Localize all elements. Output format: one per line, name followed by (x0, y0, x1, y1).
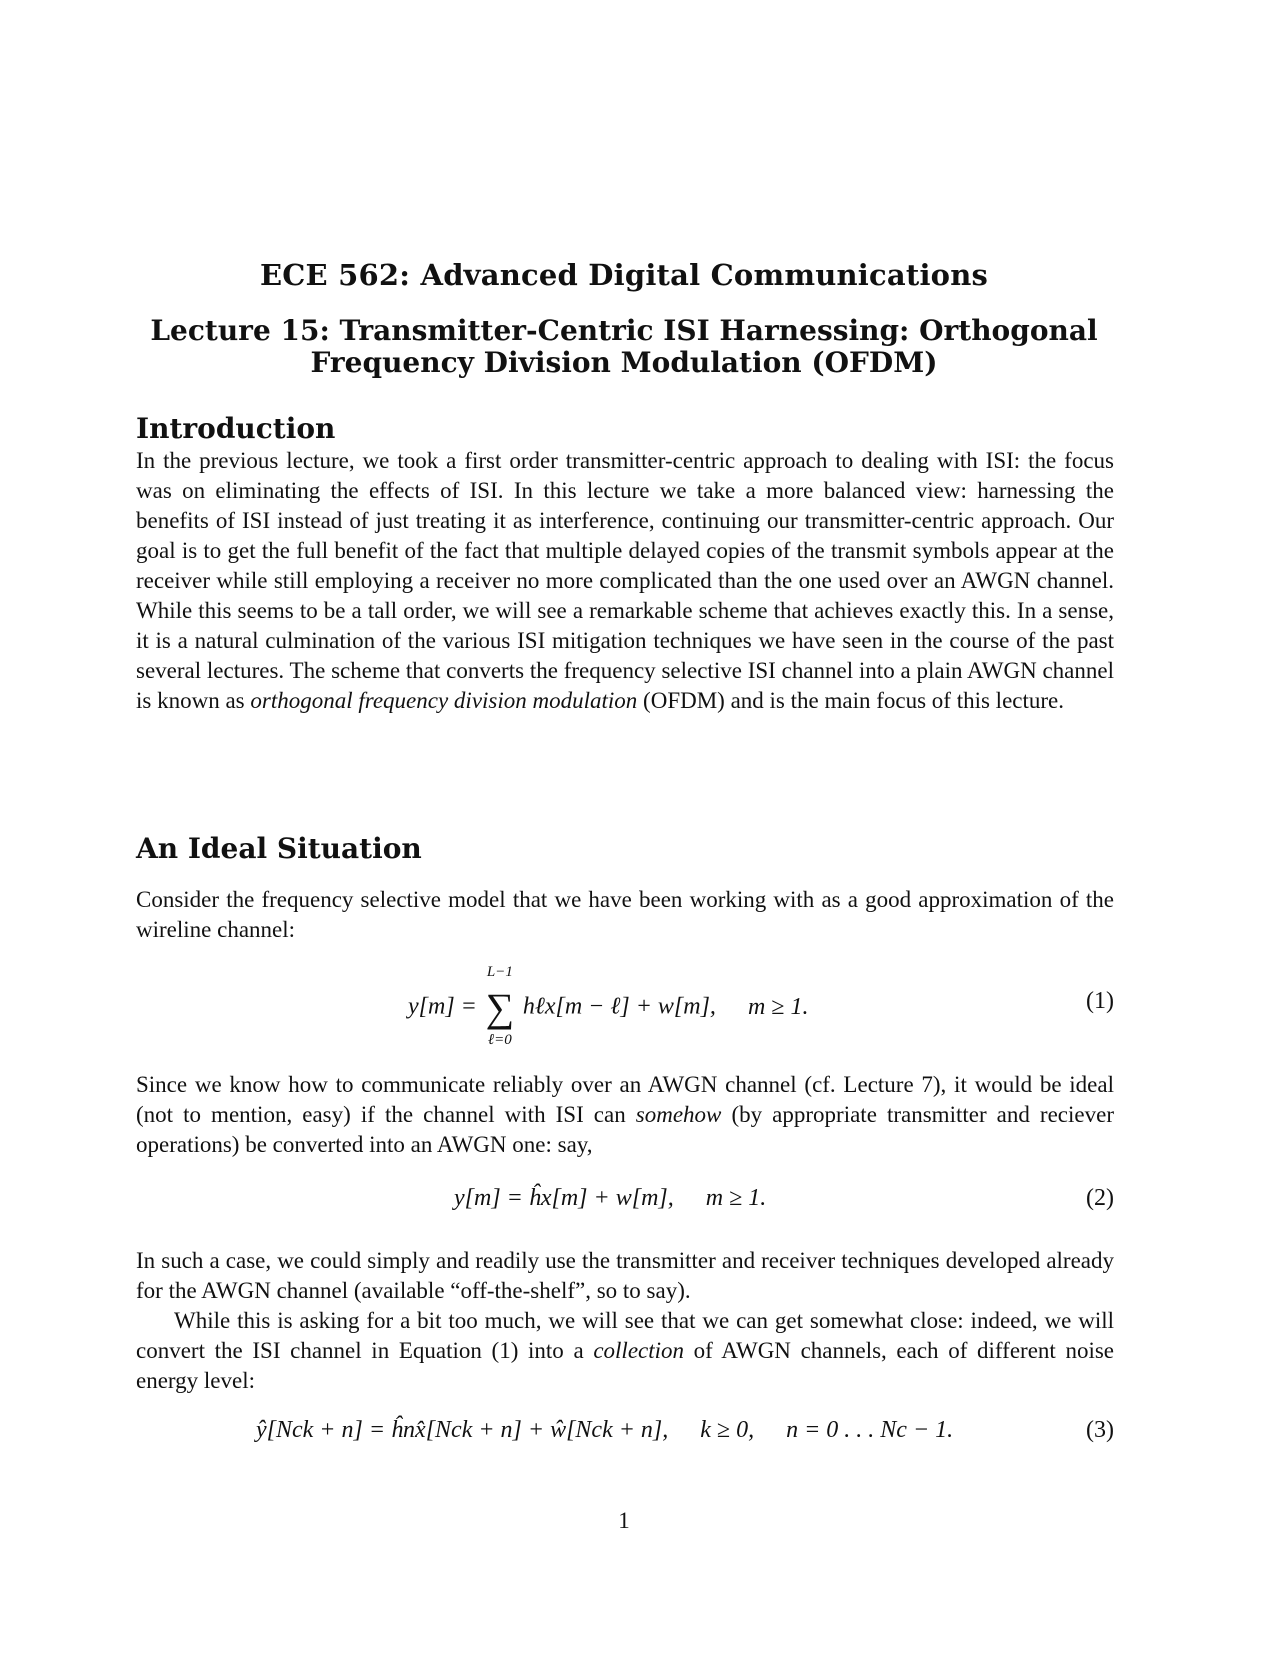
ideal-paragraph-1: Consider the frequency selective model that we have been working with as a good approximation of the wireline channel: (136, 887, 1114, 942)
ideal-paragraph-2 (136, 1070, 1114, 1160)
course-title: ECE 562: Advanced Digital Communications (259, 258, 989, 292)
lecture-title: Lecture 15: Transmitter-Centric ISI Harnessing: Orthogonal Frequency Division Modulation (OFDM) (150, 314, 1098, 379)
text-run: (by appropriate transmitter and reciever operations) be converted into an AWGN one: say, (136, 1102, 1114, 1157)
eq1-rhs: hℓx[m − ℓ] + w[m], (522, 993, 716, 1020)
equation-2 (136, 1185, 1114, 1217)
equation-1-body (408, 964, 809, 1048)
section-heading-introduction: Introduction (136, 412, 336, 445)
ideal-paragraph-3: In such a case, we could simply and readily use the transmitter and receiver techniques developed already for the AWGN channel (available “off-the-shelf”, so to say). (136, 1248, 1114, 1303)
equation-number-1: (1) (1086, 988, 1114, 1014)
equation-number-2: (2) (1086, 1185, 1114, 1211)
emphasis-collection: collection (593, 1338, 685, 1363)
text-run: Since we know how to communicate reliably over an AWGN channel (cf. Lecture 7), it would be ideal (not to mention, easy) if the channel with ISI can (136, 1072, 1114, 1127)
ideal-paragraph-4 (136, 1306, 1114, 1396)
text-run: In the previous lecture, we took a first order transmitter-centric approach to dealing with ISI: the focus was on eliminating the effects of ISI. In this lecture we take a more balanced view: harnessing the benefits of ISI instead of just treating it as interference, continuing our transmitter-centric approach. Our goal is to get the full benefit of the fact that multiple delayed copies of the transmit symbols appear at the receiver while still employing a receiver no more complicated than the one used over an AWGN channel. While this seems to be a tall order, we will see a remarkable scheme that achieves exactly this. In a sense, it is a natural culmination of the various ISI mitigation techniques we have seen in the course of the past several lectures. The scheme that converts the frequency selective ISI channel into a plain AWGN channel is known as (136, 448, 1114, 713)
eq2-condition: m ≥ 1. (705, 1185, 767, 1211)
eq1-condition: m ≥ 1. (747, 993, 809, 1020)
summation-symbol (483, 964, 517, 1048)
equation-2-body (454, 1185, 766, 1212)
sum-upper-limit: L−1 (486, 964, 513, 980)
emphasis-somehow: somehow (635, 1102, 722, 1127)
eq3-expression: ŷ[Nck + n] = ĥnx̂[Nck + n] + ŵ[Nck + n], (256, 1417, 669, 1443)
text-run: of AWGN channels, each of different noise energy level: (136, 1338, 1114, 1393)
eq1-lhs: y[m] = (408, 993, 477, 1020)
eq3-condition-k: k ≥ 0, (700, 1417, 755, 1443)
text-run: (OFDM) and is the main focus of this lecture. (637, 688, 1064, 713)
equation-number-3: (3) (1086, 1417, 1114, 1443)
section-heading-ideal-situation: An Ideal Situation (136, 832, 422, 865)
introduction-paragraph (136, 446, 1114, 716)
equation-3-body (256, 1417, 953, 1444)
sigma-icon: ∑ (485, 985, 515, 1030)
equation-1 (136, 964, 1114, 1048)
sum-lower-limit: ℓ=0 (487, 1032, 512, 1048)
text-run: While this is asking for a bit too much, we will see that we can get somewhat close: indeed, we will convert the ISI channel in Equation (1) into a (136, 1308, 1114, 1363)
page-number: 1 (618, 1508, 630, 1533)
emphasis-ofdm: orthogonal frequency division modulation (250, 688, 638, 713)
eq2-expression: y[m] = ĥx[m] + w[m], (454, 1185, 674, 1211)
eq3-condition-n: n = 0 . . . Nc − 1. (786, 1417, 954, 1443)
equation-3 (136, 1417, 1114, 1449)
